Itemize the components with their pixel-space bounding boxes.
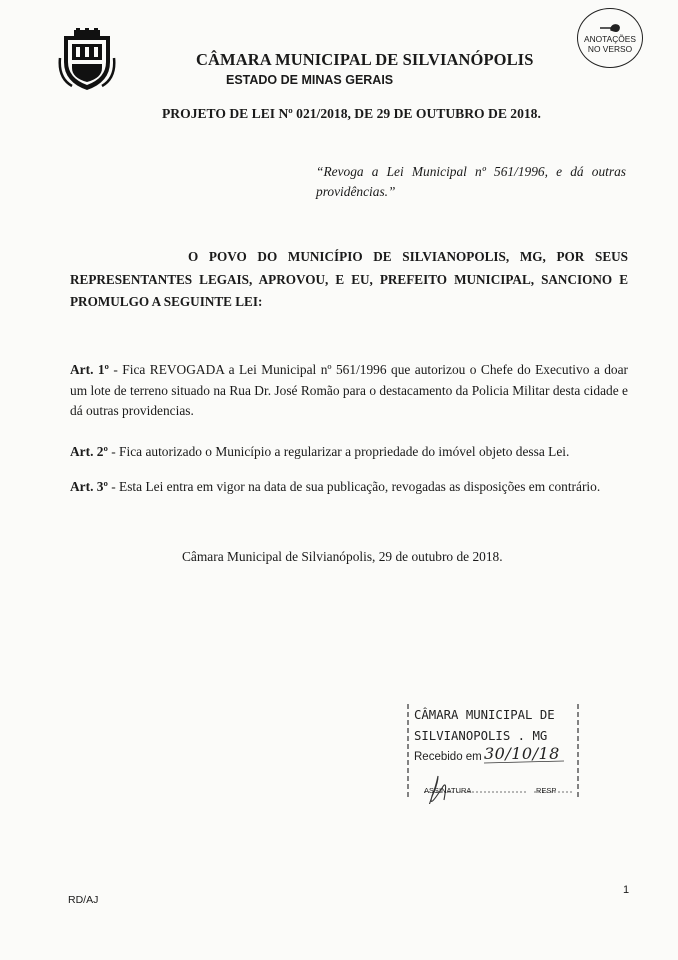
stamp-line1: CÂMARA MUNICIPAL DE: [414, 708, 555, 722]
annotations-stamp-line1: ANOTAÇÕES: [584, 34, 636, 44]
page-number: 1: [623, 884, 630, 896]
ementa: “Revoga a Lei Municipal nº 561/1996, e dá outras providências.”: [316, 164, 626, 199]
preamble: O POVO DO MUNICÍPIO DE SILVIANOPOLIS, MG, POR SEUS REPRESENTANTES LEGAIS, APROVOU, E EU, PREFEITO MUNICIPAL, SANCIONO E PROMULGO A SEGUINTE LEI:: [70, 249, 628, 309]
article-1: [70, 360, 628, 422]
article-label: Art. 3º: [70, 479, 108, 494]
closing-line: Câmara Municipal de Silvianópolis, 29 de outubro de 2018.: [182, 549, 503, 564]
annotations-stamp-line2: NO VERSO: [587, 43, 633, 54]
article-label: Art. 2º: [70, 444, 108, 459]
received-label: Recebido em: [414, 751, 482, 763]
state-subtitle: ESTADO DE MINAS GERAIS: [226, 73, 394, 87]
received-stamp: [404, 700, 582, 804]
article-text: - Fica REVOGADA a Lei Municipal nº 561/1996 que autorizou o Chefe do Executivo a doar um lote de terreno situado na Rua Dr. José Romão para o destacamento da Policia Militar desta cidade e dá outras providencias.: [70, 362, 628, 418]
footer-initials: RD/AJ: [68, 894, 99, 906]
annotations-stamp: [577, 8, 643, 68]
article-3: [70, 477, 628, 498]
article-text: - Fica autorizado o Município a regularizar a propriedade do imóvel objeto dessa Lei.: [107, 444, 570, 459]
law-title: PROJETO DE LEI Nº 021/2018, DE 29 DE OUTUBRO DE 2018.: [162, 106, 541, 121]
resp-label: RESP: [536, 786, 557, 795]
article-2: [70, 442, 628, 463]
coat-of-arms-icon: [58, 28, 116, 92]
bleed-through-text: [80, 150, 83, 165]
article-label: Art. 1º: [70, 362, 109, 377]
signature-label: ASSINATURA: [424, 786, 472, 795]
pointing-hand-icon: [599, 22, 621, 34]
received-date: 30/10/18: [484, 744, 560, 763]
stamp-line2: SILVIANOPOLIS . MG: [414, 729, 548, 743]
institution-title: CÂMARA MUNICIPAL DE SILVIANÓPOLIS: [196, 50, 534, 69]
article-text: - Esta Lei entra em vigor na data de sua publicação, revogadas as disposições em contrário.: [107, 479, 601, 494]
